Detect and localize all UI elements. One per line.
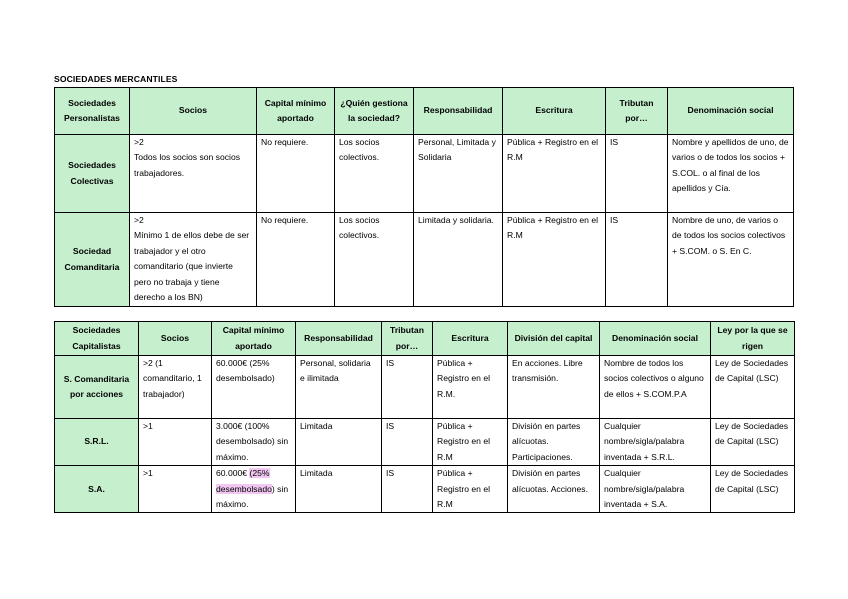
capital-text: 60.000€ bbox=[216, 468, 250, 479]
t2-header-sociedades: Sociedades Capitalistas bbox=[55, 322, 139, 356]
row-label: S. Comanditaria por acciones bbox=[55, 356, 139, 419]
t1-header-denominacion: Denominación social bbox=[668, 88, 794, 135]
cell-escritura: Pública + Registro en el R.M bbox=[503, 213, 606, 307]
cell-capital bbox=[212, 466, 296, 513]
cell-division: División en partes alícuotas. Participaciones. bbox=[508, 419, 600, 466]
table1-header-row bbox=[55, 88, 794, 135]
cell-socios: >2 (1 comanditario, 1 trabajador) bbox=[139, 356, 212, 419]
cell-escritura: Pública + Registro en el R.M. bbox=[433, 356, 508, 419]
cell-ley: Ley de Sociedades de Capital (LSC) bbox=[711, 356, 795, 419]
t2-header-tributan: Tributan por… bbox=[382, 322, 433, 356]
cell-ley: Ley de Sociedades de Capital (LSC) bbox=[711, 419, 795, 466]
cell-tributan: IS bbox=[382, 356, 433, 419]
cell-denominacion: Nombre de todos los socios colectivos o alguno de ellos + S.COM.P.A bbox=[600, 356, 711, 419]
cell-tributan: IS bbox=[606, 135, 668, 213]
cell-denominacion: Nombre de uno, de varios o de todos los socios colectivos + S.COM. o S. En C. bbox=[668, 213, 794, 307]
cell-tributan: IS bbox=[382, 419, 433, 466]
t1-header-capital: Capital mínimo aportado bbox=[257, 88, 335, 135]
personalistas-table bbox=[54, 87, 794, 307]
cell-capital bbox=[212, 356, 296, 419]
table2-header-row bbox=[55, 322, 795, 356]
row-label: S.R.L. bbox=[55, 419, 139, 466]
cell-escritura: Pública + Registro en el R.M bbox=[433, 419, 508, 466]
cell-responsabilidad: Personal, Limitada y Solidaria bbox=[414, 135, 503, 213]
capitalistas-table bbox=[54, 321, 795, 513]
t1-header-escritura: Escritura bbox=[503, 88, 606, 135]
cell-escritura: Pública + Registro en el R.M bbox=[433, 466, 508, 513]
cell-gestiona: Los socios colectivos. bbox=[335, 213, 414, 307]
t2-header-socios: Socios bbox=[139, 322, 212, 356]
t1-header-responsabilidad: Responsabilidad bbox=[414, 88, 503, 135]
document-title: SOCIEDADES MERCANTILES bbox=[54, 74, 178, 84]
t2-header-division: División del capital bbox=[508, 322, 600, 356]
row-label: Sociedades Colectivas bbox=[55, 135, 130, 213]
t2-header-denominacion: Denominación social bbox=[600, 322, 711, 356]
row-label: S.A. bbox=[55, 466, 139, 513]
t1-header-socios: Socios bbox=[130, 88, 257, 135]
cell-tributan: IS bbox=[606, 213, 668, 307]
cell-responsabilidad: Limitada bbox=[296, 419, 382, 466]
cell-capital bbox=[212, 419, 296, 466]
cell-denominacion: Nombre y apellidos de uno, de varios o de todos los socios + S.COL. o al final de los apellidos y Cía. bbox=[668, 135, 794, 213]
table-row bbox=[55, 419, 795, 466]
cell-socios: >2 Mínimo 1 de ellos debe de ser trabajador y el otro comanditario (que invierte pero no trabaja y tiene derecho a los BN) bbox=[130, 213, 257, 307]
t1-header-gestiona: ¿Quién gestiona la sociedad? bbox=[335, 88, 414, 135]
table-row bbox=[55, 356, 795, 419]
cell-denominacion: Cualquier nombre/sigla/palabra inventada + S.R.L. bbox=[600, 419, 711, 466]
table-row bbox=[55, 213, 794, 307]
cell-capital: No requiere. bbox=[257, 213, 335, 307]
table-row bbox=[55, 466, 795, 513]
cell-gestiona: Los socios colectivos. bbox=[335, 135, 414, 213]
t2-header-escritura: Escritura bbox=[433, 322, 508, 356]
cell-responsabilidad: Limitada y solidaria. bbox=[414, 213, 503, 307]
cell-socios: >1 bbox=[139, 419, 212, 466]
cell-denominacion: Cualquier nombre/sigla/palabra inventada + S.A. bbox=[600, 466, 711, 513]
cell-tributan: IS bbox=[382, 466, 433, 513]
cell-escritura: Pública + Registro en el R.M bbox=[503, 135, 606, 213]
cell-socios: >1 bbox=[139, 466, 212, 513]
cell-ley: Ley de Sociedades de Capital (LSC) bbox=[711, 466, 795, 513]
cell-capital: No requiere. bbox=[257, 135, 335, 213]
highlighted-text: (25% desembolsado bbox=[216, 468, 272, 494]
t2-header-responsabilidad: Responsabilidad bbox=[296, 322, 382, 356]
capital-text: 60.000€ (25% desembolsado) bbox=[216, 358, 275, 384]
t2-header-capital: Capital mínimo aportado bbox=[212, 322, 296, 356]
cell-division: División en partes alícuotas. Acciones. bbox=[508, 466, 600, 513]
cell-socios: >2 Todos los socios son socios trabajadores. bbox=[130, 135, 257, 213]
t1-header-sociedades: Sociedades Personalistas bbox=[55, 88, 130, 135]
t1-header-tributan: Tributan por… bbox=[606, 88, 668, 135]
cell-responsabilidad: Limitada bbox=[296, 466, 382, 513]
table-row bbox=[55, 135, 794, 213]
cell-division: En acciones. Libre transmisión. bbox=[508, 356, 600, 419]
cell-responsabilidad: Personal, solidaria e ilimitada bbox=[296, 356, 382, 419]
t2-header-ley: Ley por la que se rigen bbox=[711, 322, 795, 356]
capital-text: 3.000€ (100% desembolsado) sin máximo. bbox=[216, 421, 289, 462]
capital-tail-text: ) sin máximo. bbox=[216, 483, 289, 510]
row-label: Sociedad Comanditaria bbox=[55, 213, 130, 307]
